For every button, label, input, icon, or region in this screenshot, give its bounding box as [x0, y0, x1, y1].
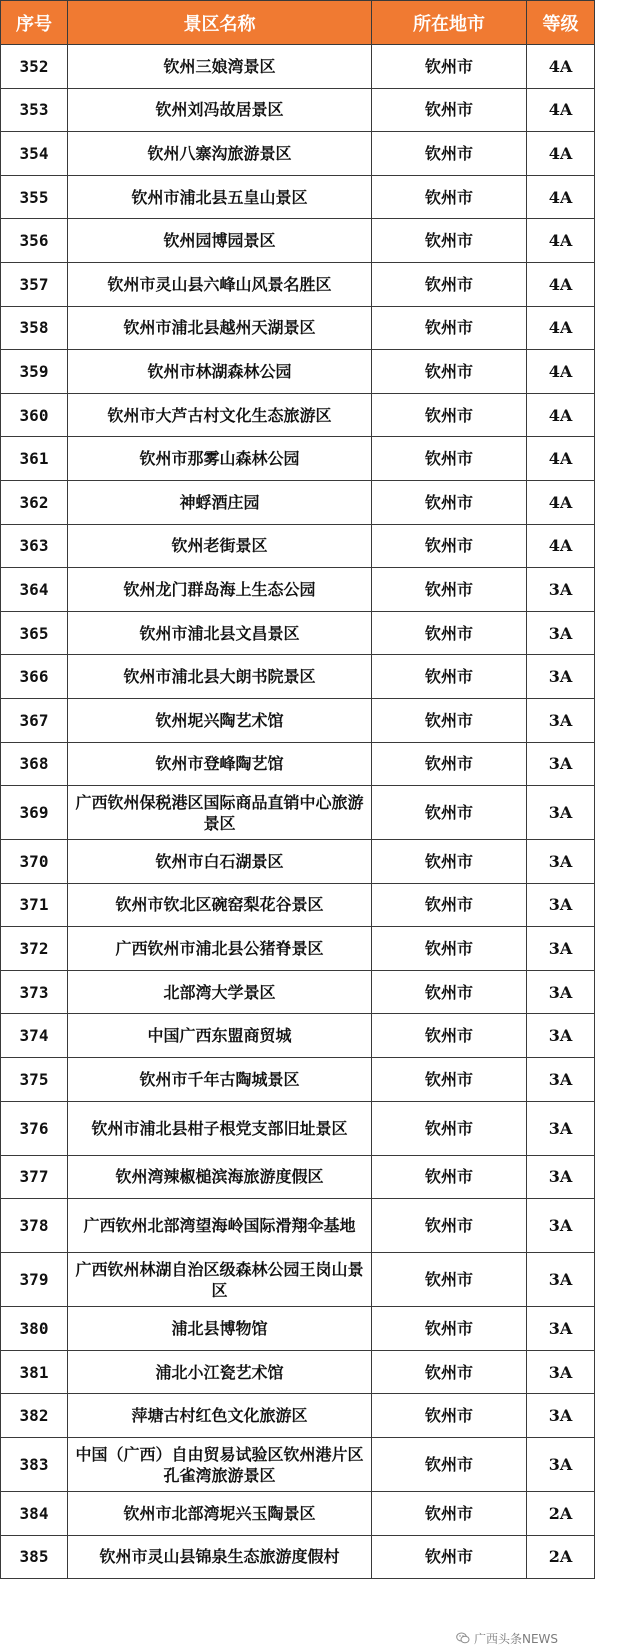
row-spot-name: 钦州园博园景区 — [68, 219, 372, 263]
table-row — [1, 655, 595, 699]
row-city: 钦州市 — [372, 568, 527, 612]
table-row — [1, 132, 595, 176]
row-grade: 4A — [527, 350, 595, 394]
row-spot-name: 钦州市那雾山森林公园 — [68, 437, 372, 481]
row-city: 钦州市 — [372, 1253, 527, 1307]
row-city: 钦州市 — [372, 1199, 527, 1253]
row-number: 378 — [1, 1199, 68, 1253]
row-grade: 4A — [527, 524, 595, 568]
row-number: 362 — [1, 480, 68, 524]
row-number: 360 — [1, 393, 68, 437]
row-grade: 3A — [527, 840, 595, 884]
row-grade: 3A — [527, 786, 595, 840]
row-spot-name: 北部湾大学景区 — [68, 970, 372, 1014]
table-row — [1, 306, 595, 350]
header-spot-name: 景区名称 — [68, 1, 372, 45]
row-grade: 4A — [527, 480, 595, 524]
row-city: 钦州市 — [372, 742, 527, 786]
row-grade: 4A — [527, 262, 595, 306]
row-number: 352 — [1, 45, 68, 89]
row-city: 钦州市 — [372, 611, 527, 655]
row-spot-name: 广西钦州林湖自治区级森林公园王岗山景区 — [68, 1253, 372, 1307]
row-number: 364 — [1, 568, 68, 612]
row-number: 384 — [1, 1492, 68, 1536]
row-number: 376 — [1, 1101, 68, 1155]
row-grade: 3A — [527, 568, 595, 612]
table-row — [1, 524, 595, 568]
row-number: 381 — [1, 1350, 68, 1394]
row-spot-name: 钦州市登峰陶艺馆 — [68, 742, 372, 786]
row-spot-name: 钦州市北部湾坭兴玉陶景区 — [68, 1492, 372, 1536]
row-grade: 3A — [527, 1307, 595, 1351]
row-spot-name: 钦州市大芦古村文化生态旅游区 — [68, 393, 372, 437]
row-city: 钦州市 — [372, 306, 527, 350]
table-row — [1, 883, 595, 927]
table-row — [1, 698, 595, 742]
row-grade: 4A — [527, 219, 595, 263]
row-spot-name: 钦州市千年古陶城景区 — [68, 1058, 372, 1102]
table-row — [1, 1535, 595, 1579]
row-city: 钦州市 — [372, 840, 527, 884]
row-number: 357 — [1, 262, 68, 306]
row-city: 钦州市 — [372, 1394, 527, 1438]
row-number: 380 — [1, 1307, 68, 1351]
table-row — [1, 1307, 595, 1351]
row-city: 钦州市 — [372, 350, 527, 394]
header-number: 序号 — [1, 1, 68, 45]
row-number: 354 — [1, 132, 68, 176]
row-grade: 3A — [527, 1101, 595, 1155]
row-spot-name: 钦州市浦北县柑子根党支部旧址景区 — [68, 1101, 372, 1155]
row-grade: 3A — [527, 1438, 595, 1492]
wechat-icon — [456, 1631, 470, 1645]
table-row — [1, 742, 595, 786]
row-grade: 3A — [527, 883, 595, 927]
row-city: 钦州市 — [372, 1014, 527, 1058]
row-number: 359 — [1, 350, 68, 394]
row-city: 钦州市 — [372, 45, 527, 89]
row-spot-name: 钦州市浦北县大朗书院景区 — [68, 655, 372, 699]
row-grade: 4A — [527, 175, 595, 219]
table-row — [1, 393, 595, 437]
row-city: 钦州市 — [372, 1350, 527, 1394]
row-spot-name: 广西钦州北部湾望海岭国际滑翔伞基地 — [68, 1199, 372, 1253]
row-city: 钦州市 — [372, 655, 527, 699]
table-row — [1, 350, 595, 394]
row-number: 377 — [1, 1155, 68, 1199]
row-city: 钦州市 — [372, 393, 527, 437]
table-row — [1, 1394, 595, 1438]
table-row — [1, 1014, 595, 1058]
row-spot-name: 钦州八寨沟旅游景区 — [68, 132, 372, 176]
row-grade: 4A — [527, 45, 595, 89]
row-number: 363 — [1, 524, 68, 568]
table-row — [1, 1438, 595, 1492]
row-number: 372 — [1, 927, 68, 971]
row-number: 367 — [1, 698, 68, 742]
row-number: 368 — [1, 742, 68, 786]
table-row — [1, 88, 595, 132]
table-row — [1, 970, 595, 1014]
row-grade: 3A — [527, 1253, 595, 1307]
row-number: 355 — [1, 175, 68, 219]
row-city: 钦州市 — [372, 132, 527, 176]
row-number: 356 — [1, 219, 68, 263]
row-grade: 3A — [527, 927, 595, 971]
table-row — [1, 175, 595, 219]
header-row — [1, 1, 595, 45]
row-number: 375 — [1, 1058, 68, 1102]
row-spot-name: 钦州市浦北县五皇山景区 — [68, 175, 372, 219]
row-spot-name: 萍塘古村红色文化旅游区 — [68, 1394, 372, 1438]
row-grade: 3A — [527, 1058, 595, 1102]
watermark-text: 广西头条NEWS — [474, 1631, 559, 1646]
row-spot-name: 钦州龙门群岛海上生态公园 — [68, 568, 372, 612]
row-grade: 3A — [527, 1014, 595, 1058]
table-row — [1, 568, 595, 612]
row-grade: 4A — [527, 88, 595, 132]
table-row — [1, 219, 595, 263]
table-row — [1, 1101, 595, 1155]
row-city: 钦州市 — [372, 524, 527, 568]
row-city: 钦州市 — [372, 927, 527, 971]
row-grade: 3A — [527, 698, 595, 742]
table-row — [1, 786, 595, 840]
row-city: 钦州市 — [372, 883, 527, 927]
row-number: 369 — [1, 786, 68, 840]
row-number: 371 — [1, 883, 68, 927]
row-spot-name: 钦州湾辣椒槌滨海旅游度假区 — [68, 1155, 372, 1199]
table-row — [1, 1492, 595, 1536]
table-row — [1, 1253, 595, 1307]
row-grade: 3A — [527, 1155, 595, 1199]
row-number: 385 — [1, 1535, 68, 1579]
row-spot-name: 广西钦州市浦北县公猪脊景区 — [68, 927, 372, 971]
row-spot-name: 钦州市白石湖景区 — [68, 840, 372, 884]
row-spot-name: 中国广西东盟商贸城 — [68, 1014, 372, 1058]
row-spot-name: 浦北县博物馆 — [68, 1307, 372, 1351]
row-number: 370 — [1, 840, 68, 884]
table-row — [1, 480, 595, 524]
row-spot-name: 钦州老街景区 — [68, 524, 372, 568]
table-row — [1, 1350, 595, 1394]
table-row — [1, 262, 595, 306]
row-number: 365 — [1, 611, 68, 655]
row-spot-name: 钦州市灵山县六峰山风景名胜区 — [68, 262, 372, 306]
row-grade: 3A — [527, 655, 595, 699]
row-grade: 3A — [527, 1394, 595, 1438]
header-grade: 等级 — [527, 1, 595, 45]
row-city: 钦州市 — [372, 1535, 527, 1579]
row-city: 钦州市 — [372, 480, 527, 524]
row-grade: 3A — [527, 970, 595, 1014]
row-number: 382 — [1, 1394, 68, 1438]
row-city: 钦州市 — [372, 1492, 527, 1536]
row-city: 钦州市 — [372, 219, 527, 263]
row-spot-name: 钦州市灵山县锦泉生态旅游度假村 — [68, 1535, 372, 1579]
row-city: 钦州市 — [372, 1101, 527, 1155]
row-spot-name: 钦州市浦北县文昌景区 — [68, 611, 372, 655]
row-number: 383 — [1, 1438, 68, 1492]
row-city: 钦州市 — [372, 1155, 527, 1199]
row-city: 钦州市 — [372, 698, 527, 742]
row-grade: 2A — [527, 1535, 595, 1579]
table-row — [1, 1058, 595, 1102]
row-grade: 3A — [527, 1199, 595, 1253]
row-grade: 4A — [527, 306, 595, 350]
row-spot-name: 神蜉酒庄园 — [68, 480, 372, 524]
row-spot-name: 钦州坭兴陶艺术馆 — [68, 698, 372, 742]
row-city: 钦州市 — [372, 786, 527, 840]
row-spot-name: 钦州市林湖森林公园 — [68, 350, 372, 394]
row-grade: 4A — [527, 132, 595, 176]
row-spot-name: 广西钦州保税港区国际商品直销中心旅游景区 — [68, 786, 372, 840]
row-grade: 3A — [527, 742, 595, 786]
row-city: 钦州市 — [372, 175, 527, 219]
row-number: 379 — [1, 1253, 68, 1307]
table-row — [1, 927, 595, 971]
table-row — [1, 437, 595, 481]
watermark — [456, 1628, 596, 1648]
row-spot-name: 中国（广西）自由贸易试验区钦州港片区孔雀湾旅游景区 — [68, 1438, 372, 1492]
row-number: 373 — [1, 970, 68, 1014]
row-grade: 3A — [527, 1350, 595, 1394]
table-row — [1, 45, 595, 89]
row-number: 361 — [1, 437, 68, 481]
row-number: 358 — [1, 306, 68, 350]
row-city: 钦州市 — [372, 1307, 527, 1351]
table-row — [1, 840, 595, 884]
row-number: 366 — [1, 655, 68, 699]
row-spot-name: 钦州市钦北区碗窑梨花谷景区 — [68, 883, 372, 927]
row-grade: 4A — [527, 393, 595, 437]
row-city: 钦州市 — [372, 437, 527, 481]
row-number: 374 — [1, 1014, 68, 1058]
row-grade: 4A — [527, 437, 595, 481]
row-spot-name: 浦北小江瓷艺术馆 — [68, 1350, 372, 1394]
table-row — [1, 1155, 595, 1199]
row-city: 钦州市 — [372, 970, 527, 1014]
row-spot-name: 钦州三娘湾景区 — [68, 45, 372, 89]
row-spot-name: 钦州市浦北县越州天湖景区 — [68, 306, 372, 350]
header-city: 所在地市 — [372, 1, 527, 45]
row-grade: 2A — [527, 1492, 595, 1536]
row-city: 钦州市 — [372, 88, 527, 132]
row-city: 钦州市 — [372, 262, 527, 306]
table-row — [1, 1199, 595, 1253]
row-spot-name: 钦州刘冯故居景区 — [68, 88, 372, 132]
row-city: 钦州市 — [372, 1438, 527, 1492]
row-city: 钦州市 — [372, 1058, 527, 1102]
row-number: 353 — [1, 88, 68, 132]
row-grade: 3A — [527, 611, 595, 655]
table-row — [1, 611, 595, 655]
